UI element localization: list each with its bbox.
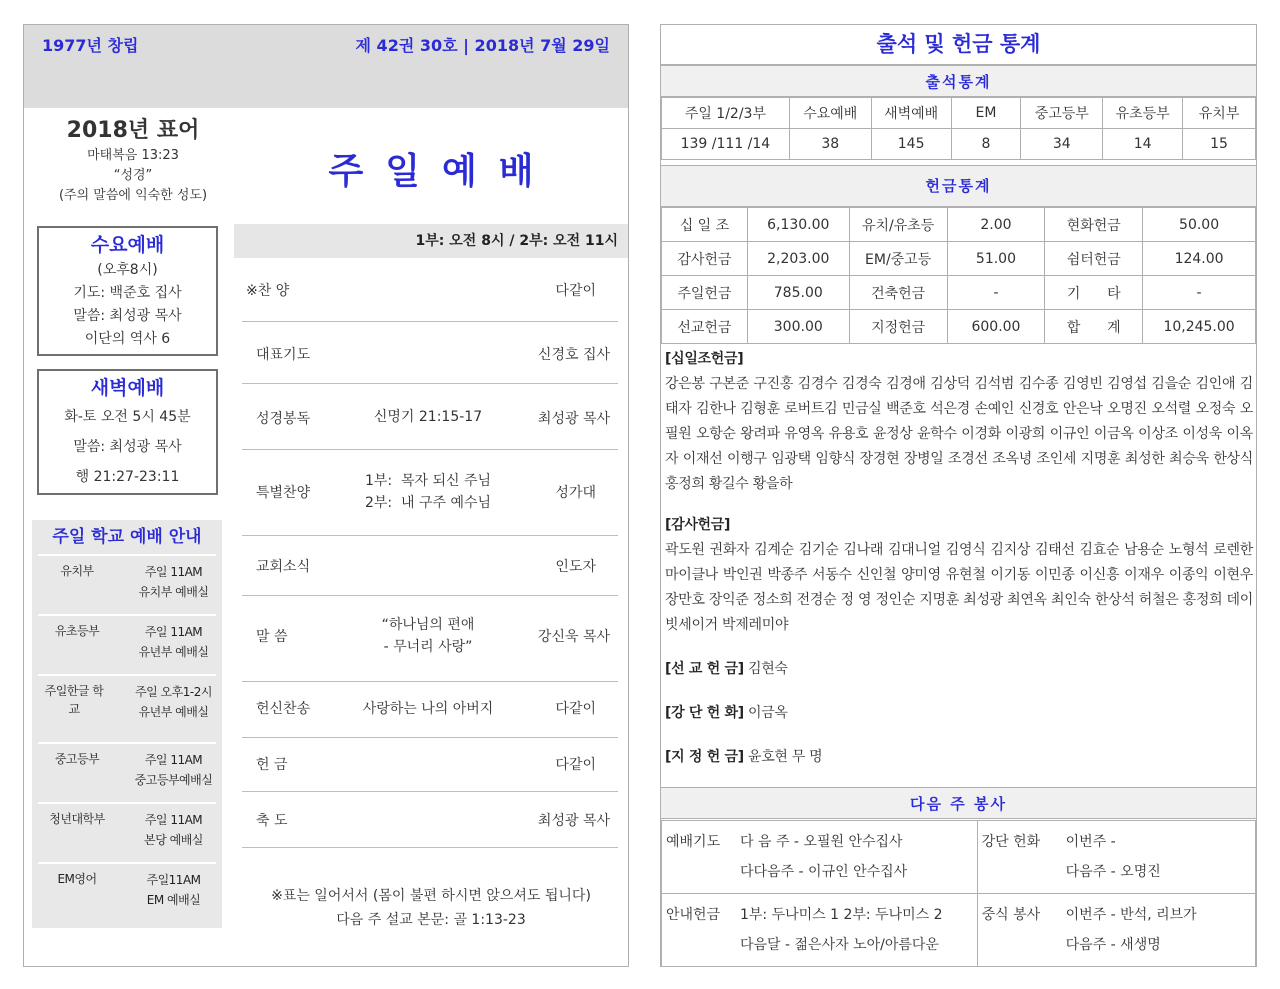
- offering-amount: 6,130.00: [747, 208, 849, 242]
- prayer-duty-cell: [662, 821, 978, 894]
- motto-verse: 마태복음 13:23: [87, 148, 179, 163]
- meal-duty-line: 다음주 - 새생명: [1065, 937, 1161, 953]
- wednesday-service-box: [37, 226, 218, 356]
- offering-amount: 10,245.00: [1143, 310, 1256, 344]
- offering-table: [661, 207, 1256, 344]
- flower-duty-line: 다음주 - 오명진: [1065, 864, 1161, 880]
- dawn-time: 화-토 오전 5시 45분: [64, 409, 191, 425]
- order-person: 다같이: [555, 701, 596, 717]
- offering-label: 합 계: [1045, 310, 1143, 344]
- attendance-value: 34: [1021, 129, 1103, 160]
- offering-row: [662, 310, 1256, 344]
- order-row: [242, 384, 618, 450]
- next-week-service-table: [661, 820, 1256, 967]
- prayer-duty-label: 예배기도: [666, 834, 721, 850]
- altar-names: 이금옥: [747, 705, 788, 721]
- altar-flower-line: [665, 701, 1253, 726]
- school-time: 주일 오후1-2시 유년부 예배실: [135, 685, 212, 719]
- wednesday-title: 수요예배: [90, 234, 165, 256]
- attendance-header: 주일 1/2/3부: [662, 98, 790, 129]
- order-person: 인도자: [555, 559, 596, 575]
- attendance-header: 유초등부: [1103, 98, 1183, 129]
- worship-title: 주일예배: [328, 151, 556, 192]
- wednesday-prayer: 기도: 백준호 집사: [73, 285, 182, 301]
- offering-label: EM/중고등: [849, 242, 947, 276]
- offering-amount: 2,203.00: [747, 242, 849, 276]
- left-sidebar: [32, 108, 234, 928]
- next-week-row: [662, 894, 1256, 967]
- next-week-service-title: 다음 주 봉사: [661, 787, 1256, 819]
- order-row: [242, 738, 618, 792]
- usher-duty-cell: [662, 894, 978, 967]
- attendance-value: 14: [1103, 129, 1183, 160]
- school-time: 주일 11AM 유년부 예배실: [138, 625, 209, 659]
- order-person: 신경호 집사: [537, 347, 610, 363]
- offering-label: 기 타: [1045, 276, 1143, 310]
- school-time: 주일11AM EM 예배실: [146, 873, 201, 907]
- issue-volume-date: 제 42권 30호 | 2018년 7월 29일: [355, 36, 610, 55]
- wednesday-sermon: 말씀: 최성광 목사: [73, 308, 182, 324]
- mission-offering-line: [665, 657, 1253, 682]
- meal-duty-cell: [977, 894, 1255, 967]
- designated-heading: [지 정 헌 금]: [665, 749, 744, 765]
- offering-amount: 600.00: [947, 310, 1045, 344]
- order-row: [242, 322, 618, 384]
- offering-label: 지정헌금: [849, 310, 947, 344]
- bulletin-header: [24, 25, 628, 108]
- offering-amount: 785.00: [747, 276, 849, 310]
- thanks-heading: [감사헌금]: [665, 517, 731, 533]
- attendance-header-row: [662, 98, 1256, 129]
- altar-heading: [강 단 헌 화]: [665, 705, 744, 721]
- flower-duty-line: 이번주 -: [1065, 834, 1116, 850]
- offering-amount: 124.00: [1143, 242, 1256, 276]
- motto-title: 2018년 표어: [66, 118, 200, 143]
- offering-section-title: 헌금통계: [661, 165, 1256, 207]
- flower-duty-cell: [977, 821, 1255, 894]
- attendance-header: EM: [951, 98, 1021, 129]
- bulletin-right-page: [660, 24, 1257, 967]
- offering-label: 유치/유초등: [849, 208, 947, 242]
- offering-label: 현화헌금: [1045, 208, 1143, 242]
- school-guide-title: 주일 학교 예배 안내: [32, 520, 222, 554]
- motto-quote: “성경”: [113, 168, 153, 183]
- order-row: [242, 596, 618, 682]
- service-times: 1부: 오전 8시 / 2부: 오전 11시: [234, 224, 628, 258]
- tithe-heading: [십일조헌금]: [665, 351, 744, 367]
- attendance-value-row: [662, 129, 1256, 160]
- offering-row: [662, 208, 1256, 242]
- next-sermon-text: 다음 주 설교 본문: 골 1:13-23: [336, 912, 526, 928]
- order-title: “하나님의 편애 - 무너리 사랑”: [381, 617, 475, 655]
- dawn-service-box: [37, 369, 218, 495]
- offering-label: 십 일 조: [662, 208, 748, 242]
- dawn-sermon: 말씀: 최성광 목사: [73, 439, 182, 455]
- order-label: ※찬 양: [246, 283, 290, 299]
- order-label: 대표기도: [256, 347, 311, 363]
- tithe-names: 강은봉 구본준 구진홍 김경수 김경숙 김경애 김상덕 김석범 김수종 김영빈 김영섭 김을순 김인애 김태자 김한나 김형훈 로버트김 민금실 백준호 석은경 손예인 신경호 안은낙 오명진 오석렬 오정숙 오필원 오항순 왕려파 유영옥 유용호 윤정상 윤학수 이경화 이광희 이규인 이금옥 이상조 이성욱 이옥자 이재선 이행구 임광택 임향식 장경현 장병일 조경선 조옥녕 조인세 지명훈 최성한 최승욱 한상식 홍정희 황길수 황을하: [665, 376, 1253, 492]
- wednesday-topic: 이단의 역사 6: [84, 331, 171, 347]
- order-row: [242, 682, 618, 738]
- dawn-title: 새벽예배: [90, 377, 165, 399]
- offering-amount: 2.00: [947, 208, 1045, 242]
- school-name: 청년대학부: [49, 812, 105, 826]
- offering-amount: -: [947, 276, 1045, 310]
- attendance-header: 수요예배: [789, 98, 871, 129]
- order-row: [242, 450, 618, 536]
- designated-names: 윤호현 무 명: [747, 749, 823, 765]
- attendance-value: 38: [789, 129, 871, 160]
- order-person: 강신욱 목사: [537, 629, 610, 645]
- meal-duty-line: 이번주 - 반석, 리브가: [1065, 907, 1197, 923]
- offering-amount: 51.00: [947, 242, 1045, 276]
- bulletin-left-page: [23, 24, 629, 967]
- attendance-value: 139 /111 /14: [662, 129, 790, 160]
- school-row: [38, 554, 216, 614]
- order-person: 다같이: [555, 283, 596, 299]
- attendance-header: 유치부: [1183, 98, 1256, 129]
- order-label: 헌신찬송: [256, 701, 311, 717]
- school-row: [38, 614, 216, 674]
- school-time: 주일 11AM 유치부 예배실: [138, 565, 209, 599]
- motto-subtitle: (주의 말씀에 익숙한 성도): [58, 188, 208, 203]
- year-motto: [32, 116, 234, 206]
- sunday-school-guide: [32, 520, 222, 928]
- school-name: 유초등부: [54, 624, 100, 638]
- prayer-duty-line: 다 음 주 - 오필원 안수집사: [740, 834, 903, 850]
- founded-year: 1977년 창립: [42, 36, 139, 55]
- order-person: 최성광 목사: [537, 411, 610, 427]
- usher-duty-line: 1부: 두나미스 1 2부: 두나미스 2: [740, 907, 943, 923]
- order-person: 성가대: [555, 485, 596, 501]
- attendance-value: 8: [951, 129, 1021, 160]
- order-label: 축 도: [256, 813, 288, 829]
- order-label: 성경봉독: [256, 411, 311, 427]
- attendance-section-title: 출석통계: [661, 65, 1256, 97]
- worship-footnote: [234, 884, 628, 932]
- usher-duty-line: 다음달 - 젊은사자 노아/아름다운: [740, 937, 939, 953]
- school-row: [38, 802, 216, 862]
- offering-label: 주일헌금: [662, 276, 748, 310]
- school-name: 중고등부: [54, 752, 100, 766]
- order-row: [242, 792, 618, 848]
- order-person: 최성광 목사: [537, 813, 610, 829]
- school-time: 주일 11AM 본당 예배실: [144, 813, 203, 847]
- order-title: 1부: 목자 되신 주님 2부: 내 구주 예수님: [364, 473, 492, 511]
- order-row: [242, 536, 618, 596]
- order-label: 말 씀: [256, 629, 288, 645]
- offering-label: 건축헌금: [849, 276, 947, 310]
- order-label: 특별찬양: [256, 485, 311, 501]
- attendance-header: 새벽예배: [871, 98, 951, 129]
- offering-label: 선교헌금: [662, 310, 748, 344]
- prayer-duty-line: 다다음주 - 이규인 안수집사: [740, 864, 908, 880]
- school-name: 주일한글 학교: [44, 684, 104, 716]
- flower-duty-label: 강단 헌화: [981, 834, 1041, 850]
- wednesday-time: (오후8시): [97, 262, 158, 278]
- thanks-names: 곽도원 권화자 김계순 김기순 김나래 김대니얼 김영식 김지상 김태선 김효순 남용순 노형석 로렌한 마이클나 박인권 박종주 서동수 신인철 양미영 유현철 이기동 이민종 이신흥 이재우 이종익 이현우 장만호 장익준 정소희 전경순 정 영 정인순 지명훈 최성광 최연옥 최인숙 한상석 허철은 홍정희 데이빗세이거 박제레미야: [665, 542, 1253, 633]
- meal-duty-label: 중식 봉사: [981, 907, 1041, 923]
- attendance-value: 15: [1183, 129, 1256, 160]
- order-label: 교회소식: [256, 559, 311, 575]
- offering-amount: -: [1143, 276, 1256, 310]
- offering-amount: 50.00: [1143, 208, 1256, 242]
- mission-names: 김현숙: [747, 661, 788, 677]
- school-row: [38, 862, 216, 922]
- designated-offering-line: [665, 745, 1253, 770]
- order-title: 신명기 21:15-17: [373, 409, 483, 425]
- order-row: [242, 258, 618, 322]
- statistics-title: 출석 및 헌금 통계: [661, 25, 1256, 65]
- attendance-table: [661, 97, 1256, 160]
- attendance-value: 145: [871, 129, 951, 160]
- sunday-worship-order: [234, 108, 628, 966]
- offering-donor-lists: [665, 347, 1253, 770]
- offering-row: [662, 276, 1256, 310]
- offering-label: 쉼터헌금: [1045, 242, 1143, 276]
- offering-amount: 300.00: [747, 310, 849, 344]
- attendance-header: 중고등부: [1021, 98, 1103, 129]
- school-row: [38, 742, 216, 802]
- offering-row: [662, 242, 1256, 276]
- order-person: 다같이: [555, 757, 596, 773]
- school-name: EM영어: [57, 872, 97, 886]
- school-row: [38, 674, 216, 742]
- next-week-row: [662, 821, 1256, 894]
- offering-label: 감사헌금: [662, 242, 748, 276]
- school-name: 유치부: [60, 564, 94, 578]
- school-time: 주일 11AM 중고등부예배실: [134, 753, 213, 787]
- standing-note: ※표는 일어서서 (몸이 불편 하시면 앉으셔도 됩니다): [271, 888, 591, 904]
- mission-heading: [선 교 헌 금]: [665, 661, 744, 677]
- usher-duty-label: 안내헌금: [666, 907, 721, 923]
- order-title: 사랑하는 나의 아버지: [362, 701, 494, 717]
- order-label: 헌 금: [256, 757, 288, 773]
- dawn-verse: 행 21:27-23:11: [75, 469, 180, 485]
